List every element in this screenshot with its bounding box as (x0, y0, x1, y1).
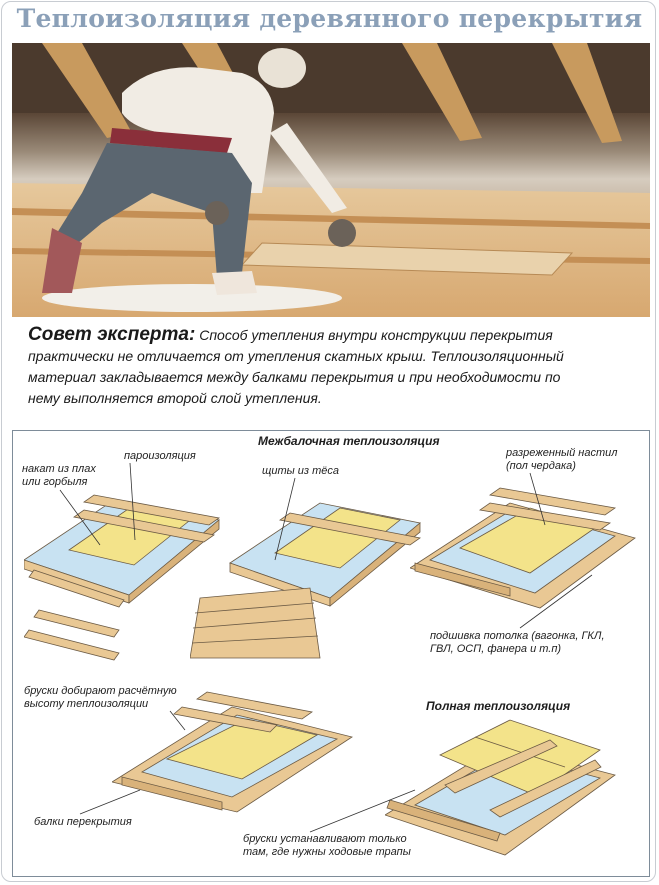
label-floor-1: разреженный настил (506, 447, 618, 459)
section-interbeam-heading: Межбалочная теплоизоляция (258, 434, 440, 448)
label-bars-2: высоту теплоизоляции (24, 698, 149, 710)
label-ceiling-1: подшивка потолка (вагонка, ГКЛ, (430, 630, 605, 642)
label-floor-2: (пол чердака) (506, 460, 576, 472)
label-shields: щиты из тёса (262, 465, 339, 477)
label-beams: балки перекрытия (34, 816, 132, 828)
page-title: Теплоизоляция деревянного перекрытия (16, 4, 643, 33)
label-nakat-2: или горбыля (22, 476, 88, 488)
label-bars2-2: там, где нужны ходовые трапы (243, 846, 411, 858)
label-bars-1: бруски добирают расчётную (24, 685, 177, 697)
section-full-heading: Полная теплоизоляция (426, 699, 571, 713)
label-bars2-1: бруски устанавливают только (243, 833, 407, 845)
tip-line-3: материал закладывается между балками перекрытия и при необходимости по (28, 369, 561, 385)
label-vapor: пароизоляция (124, 450, 196, 462)
tip-line-2: практически не отличается от утепления скатных крыш. Теплоизоляционный (28, 348, 564, 364)
tip-line-1: Совет эксперта: Способ утепления внутри конструкции перекрытия (28, 324, 553, 345)
label-ceiling-2: ГВЛ, ОСП, фанера и т.п) (430, 643, 562, 655)
tip-lead: Совет эксперта: (28, 324, 196, 345)
tip-line-4: нему выполняется второй слой утепления. (28, 390, 322, 406)
label-nakat-1: накат из плах (22, 463, 96, 475)
